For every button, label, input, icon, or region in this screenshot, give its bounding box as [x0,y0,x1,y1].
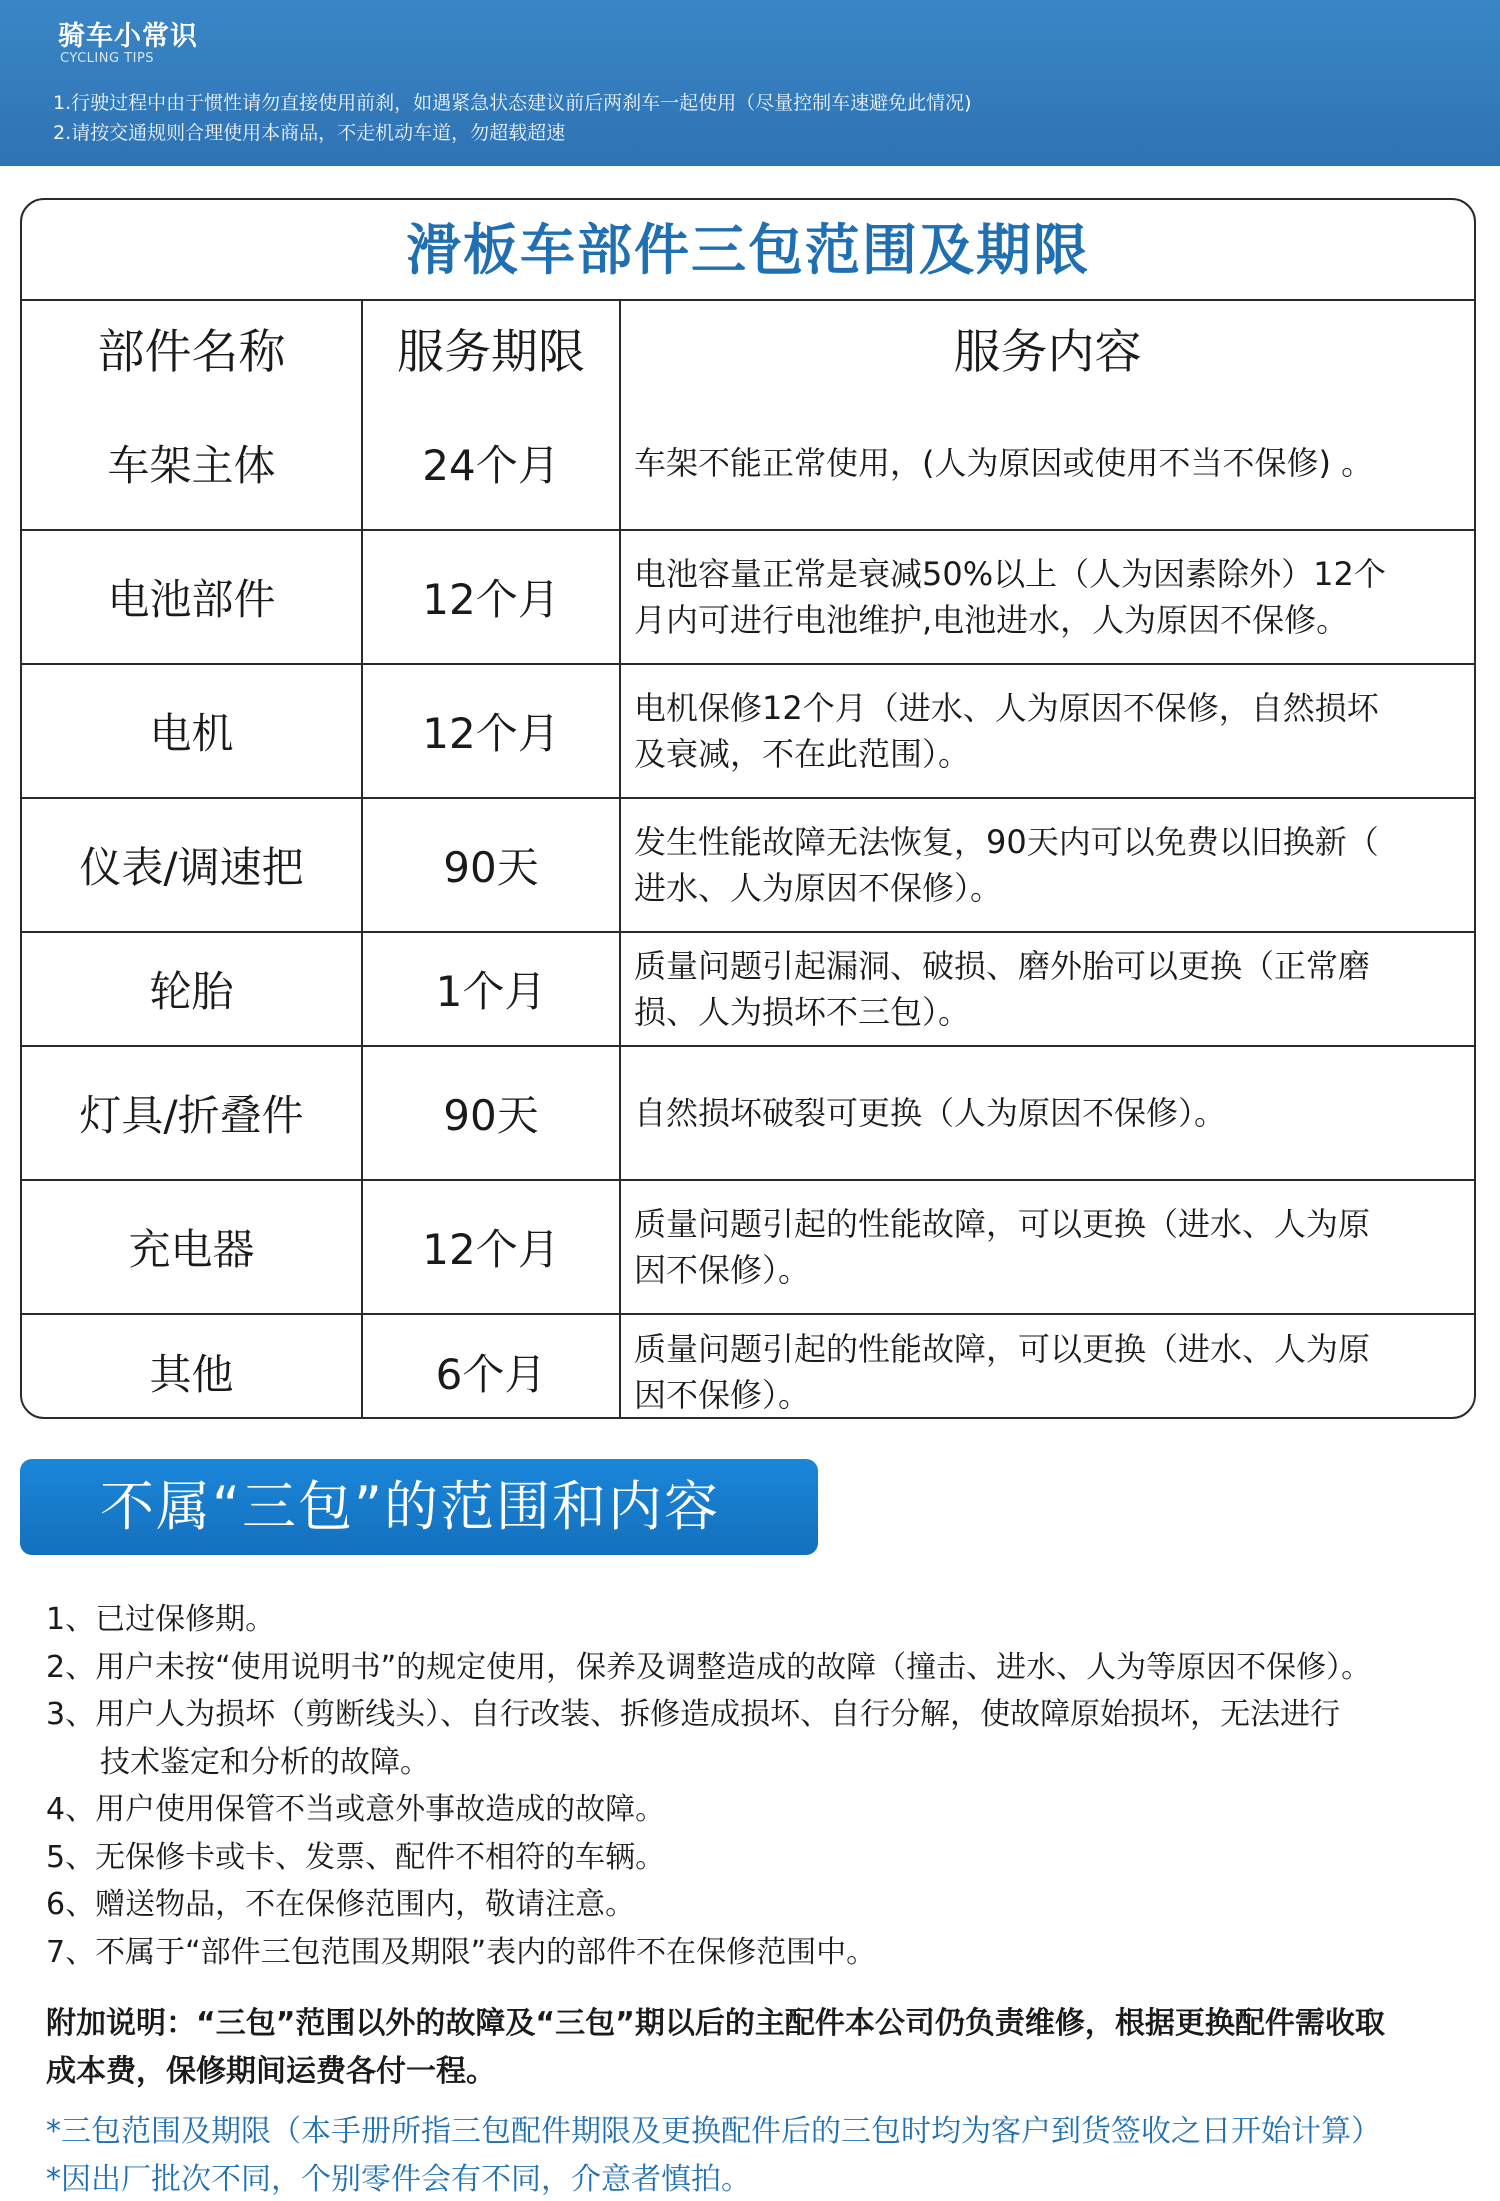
service-content-line: 进水、人为原因不保修）。 [634,869,1003,907]
service-content-cell [620,1046,1474,1180]
warranty-title: 滑板车部件三包范围及期限 [22,200,1474,301]
exclusion-item [46,1739,1476,1787]
table-header-row [22,301,1474,396]
blue-note-2: *因出厂批次不同，个别零件会有不同，介意者慎拍。 [46,2162,751,2197]
service-content-line: 质量问题引起的性能故障，可以更换（进水、人为原 [634,1205,1371,1243]
service-period-cell: 1个月 [362,932,620,1046]
service-content-line: 质量问题引起漏洞、破损、磨外胎可以更换（正常磨 [634,947,1371,985]
service-period-cell: 24个月 [362,396,620,530]
exclusion-item-text: 7、不属于“部件三包范围及期限”表内的部件不在保修范围中。 [46,1934,877,1970]
service-content-line: 损、人为损坏不三包）。 [634,993,971,1031]
table-row [22,664,1474,798]
tips-subtitle: CYCLING TIPS [60,51,155,66]
service-content-line: 因不保修）。 [634,1251,811,1289]
service-period-cell: 12个月 [362,1180,620,1314]
exclusion-item [46,1786,1476,1834]
part-name-cell: 电机 [22,664,362,798]
additional-note [46,2000,1476,2096]
tip-line-1: 1.行驶过程中由于惯性请勿直接使用前刹，如遇紧急状态建议前后两刹车一起使用（尽量控制车速避免此情况) [53,92,972,114]
service-content-line: 车架不能正常使用，(人为原因或使用不当不保修) 。 [634,443,1374,482]
header-part-name: 部件名称 [22,301,362,396]
service-content-line: 自然损坏破裂可更换（人为原因不保修）。 [634,1094,1227,1132]
exclusion-item-text: 技术鉴定和分析的故障。 [100,1744,430,1780]
exclusion-item [46,1596,1476,1644]
exclusion-item-text: 3、用户人为损坏（剪断线头）、自行改装、拆修造成损坏、自行分解，使故障原始损坏，无法进行 [46,1697,1341,1732]
exclusion-list [46,1596,1476,1976]
part-name-cell: 灯具/折叠件 [22,1046,362,1180]
service-content-cell [620,664,1474,798]
note-line-2: 成本费，保修期间运费各付一程。 [46,2054,496,2089]
table-row [22,798,1474,932]
exclusion-item [46,1834,1476,1882]
service-content-cell [620,1314,1474,1419]
exclusion-item [46,1929,1476,1977]
exclusion-item-text: 5、无保修卡或卡、发票、配件不相符的车辆。 [46,1839,666,1875]
part-name-cell: 电池部件 [22,530,362,664]
service-content-line: 及衰减，不在此范围）。 [634,735,971,773]
exclusion-item-text: 6、赠送物品，不在保修范围内，敬请注意。 [46,1887,636,1922]
exclusion-item-text: 2、用户未按“使用说明书”的规定使用，保养及调整造成的故障（撞击、进水、人为等原因不保修）。 [46,1649,1372,1685]
service-content-cell [620,396,1474,530]
service-content-line: 月内可进行电池维护,电池进水，人为原因不保修。 [634,601,1349,639]
cycling-tips-banner [0,0,1500,166]
service-period-cell: 12个月 [362,530,620,664]
service-content-line: 发生性能故障无法恢复，90天内可以免费以旧换新（ [634,823,1379,861]
blue-note-1: *三包范围及期限（本手册所指三包配件期限及更换配件后的三包时均为客户到货签收之日开始计算） [46,2114,1381,2149]
warranty-table [22,301,1474,1419]
service-content-line: 电池容量正常是衰减50%以上（人为因素除外）12个 [634,555,1386,593]
header-service-content: 服务内容 [620,301,1474,396]
warranty-table-box [20,198,1476,1419]
service-period-cell: 6个月 [362,1314,620,1419]
exclusion-item [46,1691,1476,1739]
exclusion-item-text: 4、用户使用保管不当或意外事故造成的故障。 [46,1792,666,1827]
service-content-cell [620,530,1474,664]
service-content-cell [620,1180,1474,1314]
service-content-line: 因不保修）。 [634,1375,811,1414]
part-name-cell: 仪表/调速把 [22,798,362,932]
service-period-cell: 12个月 [362,664,620,798]
tip-line-2: 2.请按交通规则合理使用本商品，不走机动车道，勿超载超速 [53,122,566,144]
service-period-cell: 90天 [362,798,620,932]
table-row [22,396,1474,530]
note-line-1: 附加说明：“三包”范围以外的故障及“三包”期以后的主配件本公司仍负责维修，根据更换配件需收取 [46,2006,1385,2041]
exclusion-item-text: 1、已过保修期。 [46,1602,276,1637]
service-period-cell: 90天 [362,1046,620,1180]
part-name-cell: 车架主体 [22,396,362,530]
service-content-line: 质量问题引起的性能故障，可以更换（进水、人为原 [634,1329,1371,1368]
part-name-cell: 其他 [22,1314,362,1419]
exclusion-heading: 不属“三包”的范围和内容 [20,1459,818,1555]
table-row [22,1046,1474,1180]
exclusion-item [46,1644,1476,1692]
header-service-period: 服务期限 [362,301,620,396]
table-row [22,530,1474,664]
table-row [22,1314,1474,1419]
service-content-line: 电机保修12个月（进水、人为原因不保修，自然损坏 [634,689,1379,727]
service-content-cell [620,798,1474,932]
part-name-cell: 轮胎 [22,932,362,1046]
exclusion-item [46,1881,1476,1929]
table-row [22,1180,1474,1314]
service-content-cell [620,932,1474,1046]
part-name-cell: 充电器 [22,1180,362,1314]
table-row [22,932,1474,1046]
tips-title: 骑车小常识 [58,21,198,52]
